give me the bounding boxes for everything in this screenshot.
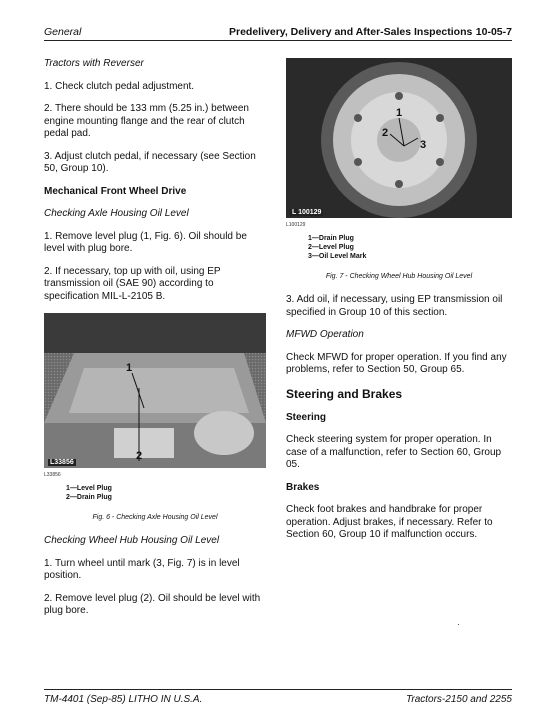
reverser-step-1: 1. Check clutch pedal adjustment. [44, 80, 195, 92]
footer-rule [44, 689, 512, 690]
speck [458, 624, 459, 625]
steering-text: Check steering system for proper operation. In case of a malfunction, refer to Section 60, Group 05. [286, 434, 502, 470]
hub-heading: Checking Wheel Hub Housing Oil Level [44, 535, 220, 546]
reverser-step-2: 2. There should be 133 mm (5.25 in.) between engine mounting flange and the rear of clutch pedal pad. [44, 103, 249, 139]
fig7-caption: Fig. 7 - Checking Wheel Hub Housing Oil Level [325, 273, 473, 280]
header-page-number: 10-05-7 [475, 26, 512, 38]
hub-step-2: 2. Remove level plug (2). Oil should be level with plug bore. [44, 592, 261, 616]
mfwd-operation-text: Check MFWD for proper operation. If you find any problems, refer to Section 50, Group 65. [286, 351, 507, 375]
fig7-legend [308, 234, 512, 261]
footer-manual-id: TM-4401 (Sep-85) LITHO IN U.S.A. [44, 694, 203, 705]
steering-heading: Steering [286, 411, 327, 423]
fig6-legend-item-2: 2—Drain Plug [66, 494, 112, 501]
brakes-heading: Brakes [286, 481, 320, 493]
hub-step-1: 1. Turn wheel until mark (3, Fig. 7) is in level position. [44, 557, 240, 581]
fig7-legend-item-2: 2—Level Plug [308, 244, 354, 251]
fig6-callout-1: 1 [126, 362, 133, 374]
header-rule [44, 40, 512, 41]
axle-housing-illustration [44, 313, 266, 468]
fig6-photo-code: L33856 [44, 472, 61, 478]
right-column [286, 58, 512, 552]
axle-step-2: 2. If necessary, top up with oil, using EP transmission oil (SAE 90) according to specification MIL-L-2105 B. [44, 265, 221, 302]
fig7-legend-item-3: 3—Oil Level Mark [308, 253, 367, 260]
fig7-photo-code: L100129 [286, 222, 306, 228]
fig7-callout-2: 2 [382, 127, 389, 139]
fig7-photo-number: L 100129 [292, 209, 322, 216]
fig6-caption: Fig. 6 - Checking Axle Housing Oil Level [92, 514, 218, 521]
fig7-photo [286, 58, 512, 218]
fig7-legend-item-1: 1—Drain Plug [308, 235, 354, 242]
reverser-step-3: 3. Adjust clutch pedal, if necessary (see Section 50, Group 10). [44, 150, 256, 174]
brakes-text: Check foot brakes and handbrake for proper operation. Adjust brakes, if necessary. Refer to Section 60, Group 10 if malfunction occurs. [286, 504, 493, 540]
fig6-callout-2: 2 [136, 450, 143, 462]
fig6-legend [66, 484, 266, 502]
axle-step-1: 1. Remove level plug (1, Fig. 6). Oil should be level with plug bore. [44, 230, 247, 254]
fig6-legend-item-1: 1—Level Plug [66, 485, 112, 492]
axle-heading: Checking Axle Housing Oil Level [44, 208, 189, 219]
steering-brakes-heading: Steering and Brakes [286, 386, 403, 401]
header-title: Predelivery, Delivery and After-Sales Inspections [229, 26, 473, 38]
fig6-photo-number: L33856 [50, 459, 74, 466]
header-section: General [44, 26, 82, 38]
hub-step-3: 3. Add oil, if necessary, using EP transmission oil specified in Group 10 of this section. [286, 294, 503, 318]
fig6-photo [44, 313, 266, 468]
footer-models: Tractors-2150 and 2255 [406, 694, 512, 705]
left-column [44, 58, 266, 628]
wheel-hub-illustration [286, 58, 512, 218]
mfwd-operation-heading: MFWD Operation [286, 329, 364, 340]
fig7-callout-1: 1 [396, 107, 403, 119]
fig7-callout-3: 3 [420, 139, 427, 151]
mfwd-heading: Mechanical Front Wheel Drive [44, 185, 187, 197]
reverser-heading: Tractors with Reverser [44, 58, 144, 69]
